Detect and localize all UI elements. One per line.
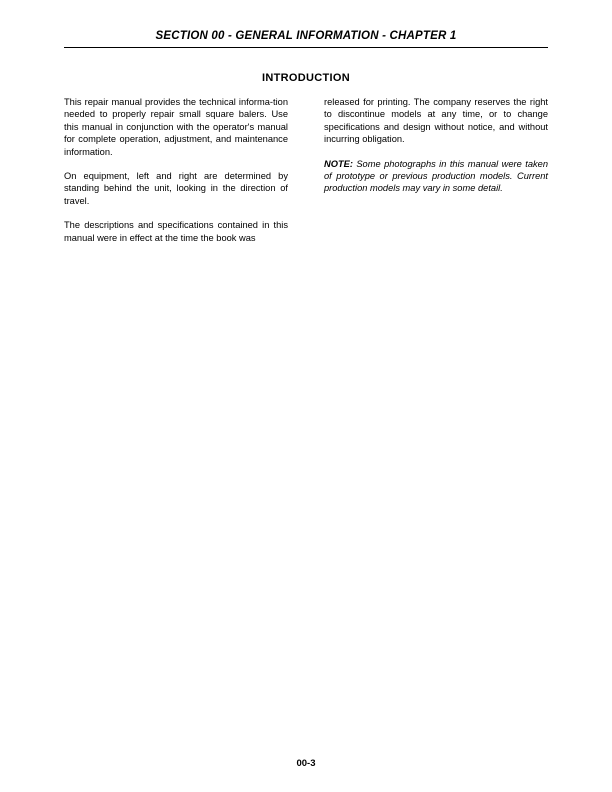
page-header	[64, 30, 548, 48]
paragraph: The descriptions and specifications contained in this manual were in effect at the time the book was	[64, 220, 288, 243]
note-text: Some photographs in this manual were taken of prototype or previous production models. Current production models may vary in some detail.	[324, 158, 548, 194]
paragraph: This repair manual provides the technical informa-tion needed to properly repair small square balers. Use this manual in conjunction with the operator's manual for complete operation, adjustment, and maintenance information.	[64, 97, 288, 157]
note-label: NOTE:	[324, 158, 353, 169]
section-header-title: SECTION 00 - GENERAL INFORMATION - CHAPTER 1	[155, 30, 457, 42]
right-column	[324, 96, 548, 244]
left-column	[64, 96, 288, 244]
two-column-body	[64, 96, 548, 244]
paragraph: released for printing. The company reserves the right to discontinue models at any time, or to change specifications and design without notice, and without incurring obligation.	[324, 97, 548, 145]
note-block	[324, 158, 548, 195]
page-number: 00-3	[296, 758, 316, 769]
page-title: INTRODUCTION	[262, 72, 350, 84]
paragraph: On equipment, left and right are determined by standing behind the unit, looking in the direction of travel.	[64, 171, 288, 206]
header-divider	[64, 47, 548, 48]
